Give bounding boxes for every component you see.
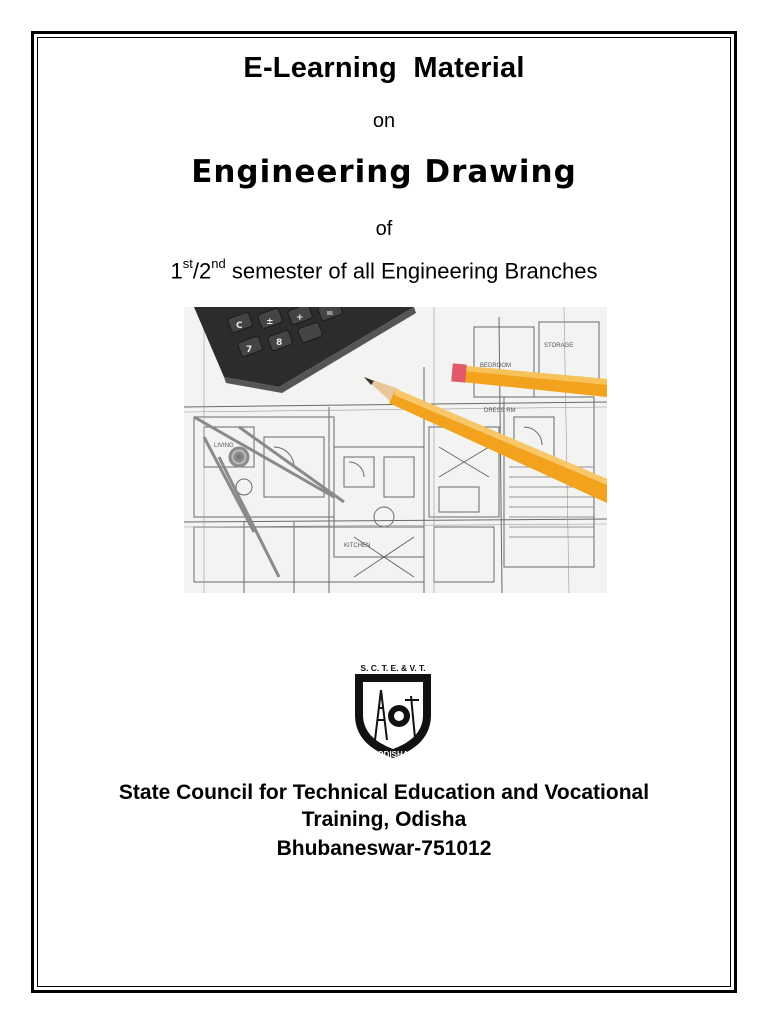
semester-rest: semester of all Engineering Branches [225, 258, 598, 284]
calc-key: ± [266, 317, 274, 327]
connector-of: of [375, 218, 393, 240]
connector-on: on [372, 110, 396, 132]
semester-first-suffix: st [182, 256, 193, 271]
calc-key: + [296, 313, 304, 323]
org-name-line2: Training, Odisha [301, 808, 467, 831]
room-label: KITCHEN [344, 543, 371, 549]
semester-second-suffix: nd [211, 256, 226, 271]
org-address: Bhubaneswar-751012 [276, 837, 492, 860]
semester-line [0, 258, 768, 284]
sctevt-seal [349, 660, 437, 760]
semester-separator: /2 [192, 258, 212, 284]
calc-key: = [326, 309, 334, 319]
room-label: STORAGE [544, 343, 574, 349]
calc-key: 7 [246, 345, 253, 355]
room-label: BEDROOM [480, 363, 512, 369]
room-label: DRESS RM [484, 408, 516, 414]
semester-first-num: 1 [170, 258, 183, 284]
org-name-line1: State Council for Technical Education and Vocational [118, 781, 650, 804]
room-label: LIVING [214, 443, 234, 449]
seal-top-text: S. C. T. E. & V. T. [360, 663, 426, 673]
engineering-drawing-photo [184, 307, 607, 593]
cover-title: E-Learning Material [243, 52, 525, 84]
calc-key: C [236, 321, 243, 331]
calc-key: 8 [276, 338, 283, 348]
sctevt-logo-icon [349, 660, 437, 760]
subject-title: Engineering Drawing [191, 154, 577, 190]
blueprint-photo-icon [184, 307, 607, 593]
seal-bottom-text: ODISHA [377, 750, 409, 759]
